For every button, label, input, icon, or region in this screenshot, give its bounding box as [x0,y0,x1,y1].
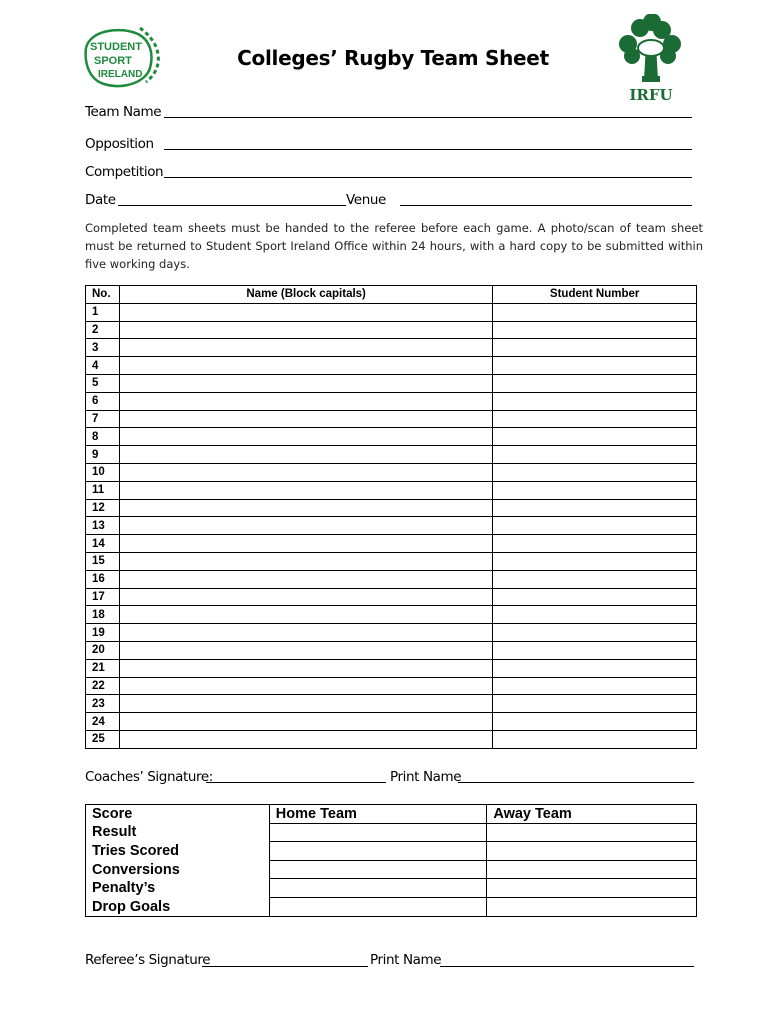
student-number-cell[interactable] [493,517,697,535]
player-number: 2 [86,321,120,339]
table-row [86,659,697,677]
table-row [86,713,697,731]
player-name-cell[interactable] [119,730,492,748]
player-name-cell[interactable] [119,641,492,659]
player-name-cell[interactable] [119,303,492,321]
table-row [86,879,697,898]
player-number: 22 [86,677,120,695]
player-name-cell[interactable] [119,713,492,731]
student-number-cell[interactable] [493,446,697,464]
student-number-cell[interactable] [493,606,697,624]
venue-field[interactable] [400,205,692,206]
table-row [86,321,697,339]
header-student-number: Student Number [493,286,697,304]
away-team-cell[interactable] [487,842,697,861]
home-team-cell[interactable] [269,823,487,842]
date-label: Date [85,192,116,208]
player-name-cell[interactable] [119,606,492,624]
player-number: 23 [86,695,120,713]
player-name-cell[interactable] [119,552,492,570]
player-number: 6 [86,392,120,410]
student-number-cell[interactable] [493,588,697,606]
away-team-cell[interactable] [487,860,697,879]
player-name-cell[interactable] [119,410,492,428]
irfu-logo [618,14,684,104]
player-name-cell[interactable] [119,339,492,357]
player-number: 20 [86,641,120,659]
student-number-cell[interactable] [493,357,697,375]
player-number: 10 [86,463,120,481]
player-number: 21 [86,659,120,677]
result-row-label: Result [86,823,270,842]
table-row [86,517,697,535]
table-row [86,570,697,588]
player-number: 5 [86,374,120,392]
student-number-cell[interactable] [493,463,697,481]
table-row [86,805,697,824]
player-number: 16 [86,570,120,588]
competition-field[interactable] [164,177,692,178]
logo-text-line-1: STUDENT [90,41,142,53]
player-number: 17 [86,588,120,606]
player-name-cell[interactable] [119,588,492,606]
table-row [86,695,697,713]
player-number: 13 [86,517,120,535]
date-field[interactable] [118,205,346,206]
table-row [86,428,697,446]
player-name-cell[interactable] [119,695,492,713]
player-number: 1 [86,303,120,321]
result-row-label: Score [86,805,270,824]
table-row [86,463,697,481]
table-row [86,535,697,553]
coach-print-name-label: Print Name [390,769,462,785]
header-no: No. [86,286,120,304]
player-number: 9 [86,446,120,464]
table-row [86,823,697,842]
table-row [86,357,697,375]
team-name-field[interactable] [164,117,692,118]
page-title: Colleges’ Rugby Team Sheet [237,46,549,70]
irfu-text: IRFU [629,86,673,104]
player-name-cell[interactable] [119,481,492,499]
student-number-cell[interactable] [493,392,697,410]
away-team-cell[interactable] [487,897,697,916]
opposition-label: Opposition [85,136,154,152]
result-row-label: Drop Goals [86,897,270,916]
coach-print-name-field[interactable] [458,782,694,783]
opposition-field[interactable] [164,149,692,150]
table-row [86,641,697,659]
table-row [86,606,697,624]
player-name-cell[interactable] [119,357,492,375]
student-number-cell[interactable] [493,713,697,731]
table-row [86,339,697,357]
table-row [86,588,697,606]
logo-text-line-3: IRELAND [98,69,143,80]
result-row-label: Penalty’s [86,879,270,898]
result-row-label: Tries Scored [86,842,270,861]
table-row [86,842,697,861]
student-number-cell[interactable] [493,410,697,428]
table-row [86,624,697,642]
player-number: 4 [86,357,120,375]
header-name: Name (Block capitals) [119,286,492,304]
student-number-cell[interactable] [493,428,697,446]
player-number: 18 [86,606,120,624]
player-number: 8 [86,428,120,446]
player-number: 15 [86,552,120,570]
player-name-cell[interactable] [119,535,492,553]
venue-label: Venue [346,192,386,208]
student-number-cell[interactable] [493,695,697,713]
away-team-cell[interactable] [487,823,697,842]
player-number: 19 [86,624,120,642]
player-name-cell[interactable] [119,570,492,588]
student-number-cell[interactable] [493,730,697,748]
table-row [86,392,697,410]
coach-signature-field[interactable] [206,782,386,783]
player-name-cell[interactable] [119,659,492,677]
result-row-label: Conversions [86,860,270,879]
players-table [85,285,697,749]
referee-print-name-field[interactable] [440,966,694,967]
player-name-cell[interactable] [119,392,492,410]
player-name-cell[interactable] [119,517,492,535]
student-number-cell[interactable] [493,659,697,677]
student-number-cell[interactable] [493,624,697,642]
away-team-header: Away Team [487,805,697,824]
player-number: 3 [86,339,120,357]
table-row [86,481,697,499]
player-name-cell[interactable] [119,374,492,392]
table-row [86,897,697,916]
student-number-cell[interactable] [493,303,697,321]
player-name-cell[interactable] [119,321,492,339]
table-row [86,303,697,321]
table-row [86,730,697,748]
table-row [86,374,697,392]
table-row [86,860,697,879]
student-number-cell[interactable] [493,339,697,357]
student-number-cell[interactable] [493,374,697,392]
table-row [86,552,697,570]
table-row [86,410,697,428]
player-number: 25 [86,730,120,748]
student-number-cell[interactable] [493,535,697,553]
table-row [86,499,697,517]
home-team-cell[interactable] [269,897,487,916]
student-number-cell[interactable] [493,321,697,339]
player-number: 12 [86,499,120,517]
table-row [86,446,697,464]
player-number: 14 [86,535,120,553]
player-name-cell[interactable] [119,446,492,464]
referee-print-name-label: Print Name [370,952,442,968]
results-table [85,804,697,917]
player-number: 7 [86,410,120,428]
player-name-cell[interactable] [119,624,492,642]
referee-signature-field[interactable] [202,966,368,967]
instructions-text: Completed team sheets must be handed to the referee before each game. A photo/scan of team sheet must be returned to Student Sport Ireland Office within 24 hours, with a hard copy to be submitted within five working days. [85,221,703,271]
table-row [86,677,697,695]
student-number-cell[interactable] [493,641,697,659]
home-team-cell[interactable] [269,879,487,898]
player-number: 11 [86,481,120,499]
student-number-cell[interactable] [493,481,697,499]
student-number-cell[interactable] [493,499,697,517]
student-number-cell[interactable] [493,677,697,695]
player-name-cell[interactable] [119,463,492,481]
player-number: 24 [86,713,120,731]
logo-text-line-2: SPORT [94,55,132,67]
player-name-cell[interactable] [119,677,492,695]
coach-signature-label: Coaches’ Signature: [85,769,213,785]
competition-label: Competition [85,164,164,180]
player-name-cell[interactable] [119,428,492,446]
player-name-cell[interactable] [119,499,492,517]
student-number-cell[interactable] [493,570,697,588]
home-team-header: Home Team [269,805,487,824]
home-team-cell[interactable] [269,842,487,861]
away-team-cell[interactable] [487,879,697,898]
student-number-cell[interactable] [493,552,697,570]
home-team-cell[interactable] [269,860,487,879]
referee-signature-label: Referee’s Signature [85,952,211,968]
team-name-label: Team Name [85,104,162,120]
